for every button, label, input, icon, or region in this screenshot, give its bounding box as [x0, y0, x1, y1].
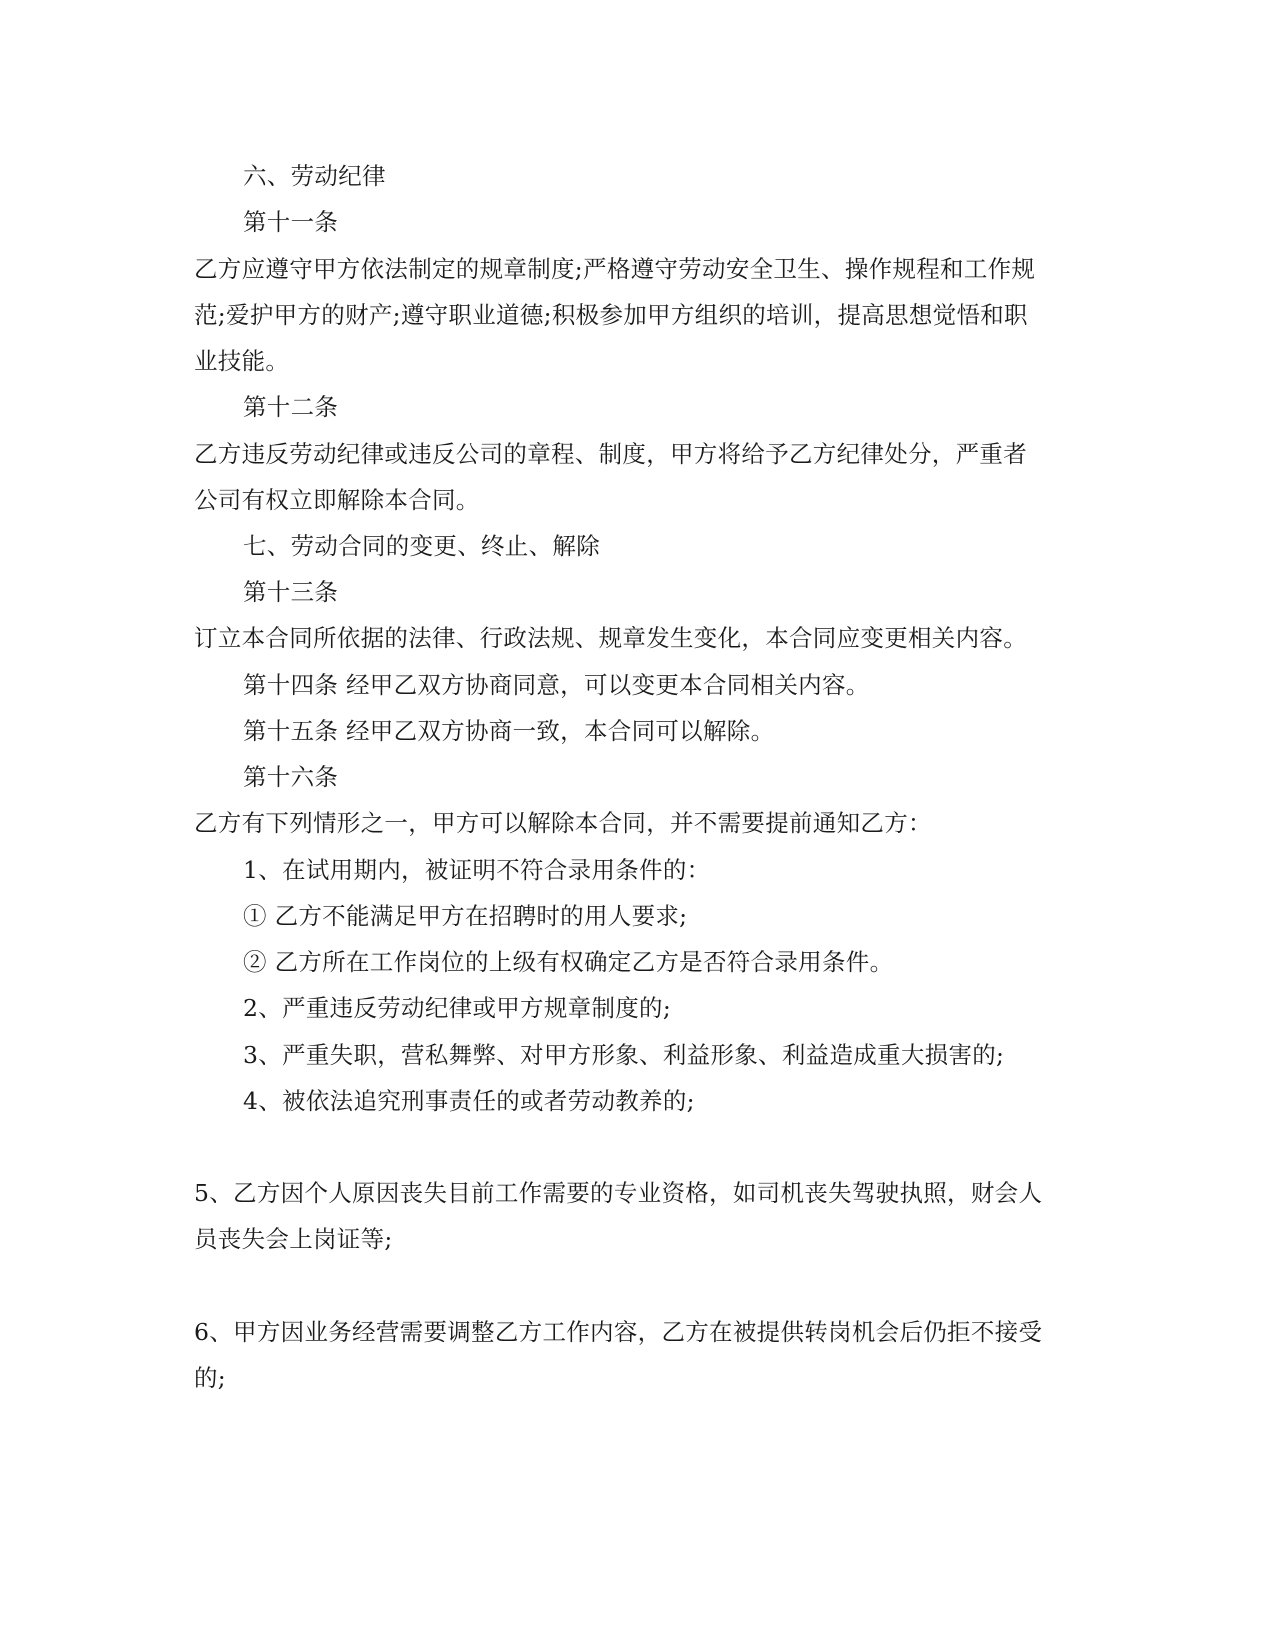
paragraph-line: 乙方应遵守甲方依法制定的规章制度;严格遵守劳动安全卫生、操作规程和工作规: [194, 255, 1036, 283]
list-item: 6、甲方因业务经营需要调整乙方工作内容，乙方在被提供转岗机会后仍拒不接受: [194, 1318, 1043, 1346]
article-line: 第十五条 经甲乙双方协商一致，本合同可以解除。: [243, 717, 775, 745]
paragraph-line: 公司有权立即解除本合同。: [194, 486, 480, 514]
list-item: 2、严重违反劳动纪律或甲方规章制度的;: [243, 994, 672, 1022]
list-item-continuation: 的;: [194, 1364, 227, 1392]
list-item: 5、乙方因个人原因丧失目前工作需要的专业资格，如司机丧失驾驶执照，财会人: [194, 1179, 1043, 1207]
list-item: 3、严重失职，营私舞弊、对甲方形象、利益形象、利益造成重大损害的;: [243, 1041, 1005, 1069]
list-item: 4、被依法追究刑事责任的或者劳动教养的;: [243, 1087, 695, 1115]
paragraph-line: 订立本合同所依据的法律、行政法规、规章发生变化，本合同应变更相关内容。: [194, 624, 1027, 652]
section-heading: 七、劳动合同的变更、终止、解除: [243, 532, 600, 560]
paragraph-line: 乙方违反劳动纪律或违反公司的章程、制度，甲方将给予乙方纪律处分，严重者: [194, 440, 1027, 468]
sub-list-item: ② 乙方所在工作岗位的上级有权确定乙方是否符合录用条件。: [243, 948, 894, 976]
paragraph-line: 乙方有下列情形之一，甲方可以解除本合同，并不需要提前通知乙方：: [194, 809, 932, 837]
article-heading: 第十六条: [243, 763, 339, 791]
sub-list-item: ① 乙方不能满足甲方在招聘时的用人要求;: [243, 902, 688, 930]
section-heading: 六、劳动纪律: [243, 162, 386, 190]
list-item: 1、在试用期内，被证明不符合录用条件的：: [243, 856, 711, 884]
article-heading: 第十一条: [243, 208, 339, 236]
list-item-continuation: 员丧失会上岗证等;: [194, 1225, 393, 1253]
article-heading: 第十三条: [243, 578, 339, 606]
article-heading: 第十二条: [243, 393, 339, 421]
paragraph-line: 范;爱护甲方的财产;遵守职业道德;积极参加甲方组织的培训，提高思想觉悟和职: [194, 301, 1028, 329]
article-line: 第十四条 经甲乙双方协商同意，可以变更本合同相关内容。: [243, 671, 870, 699]
paragraph-line: 业技能。: [194, 347, 290, 375]
